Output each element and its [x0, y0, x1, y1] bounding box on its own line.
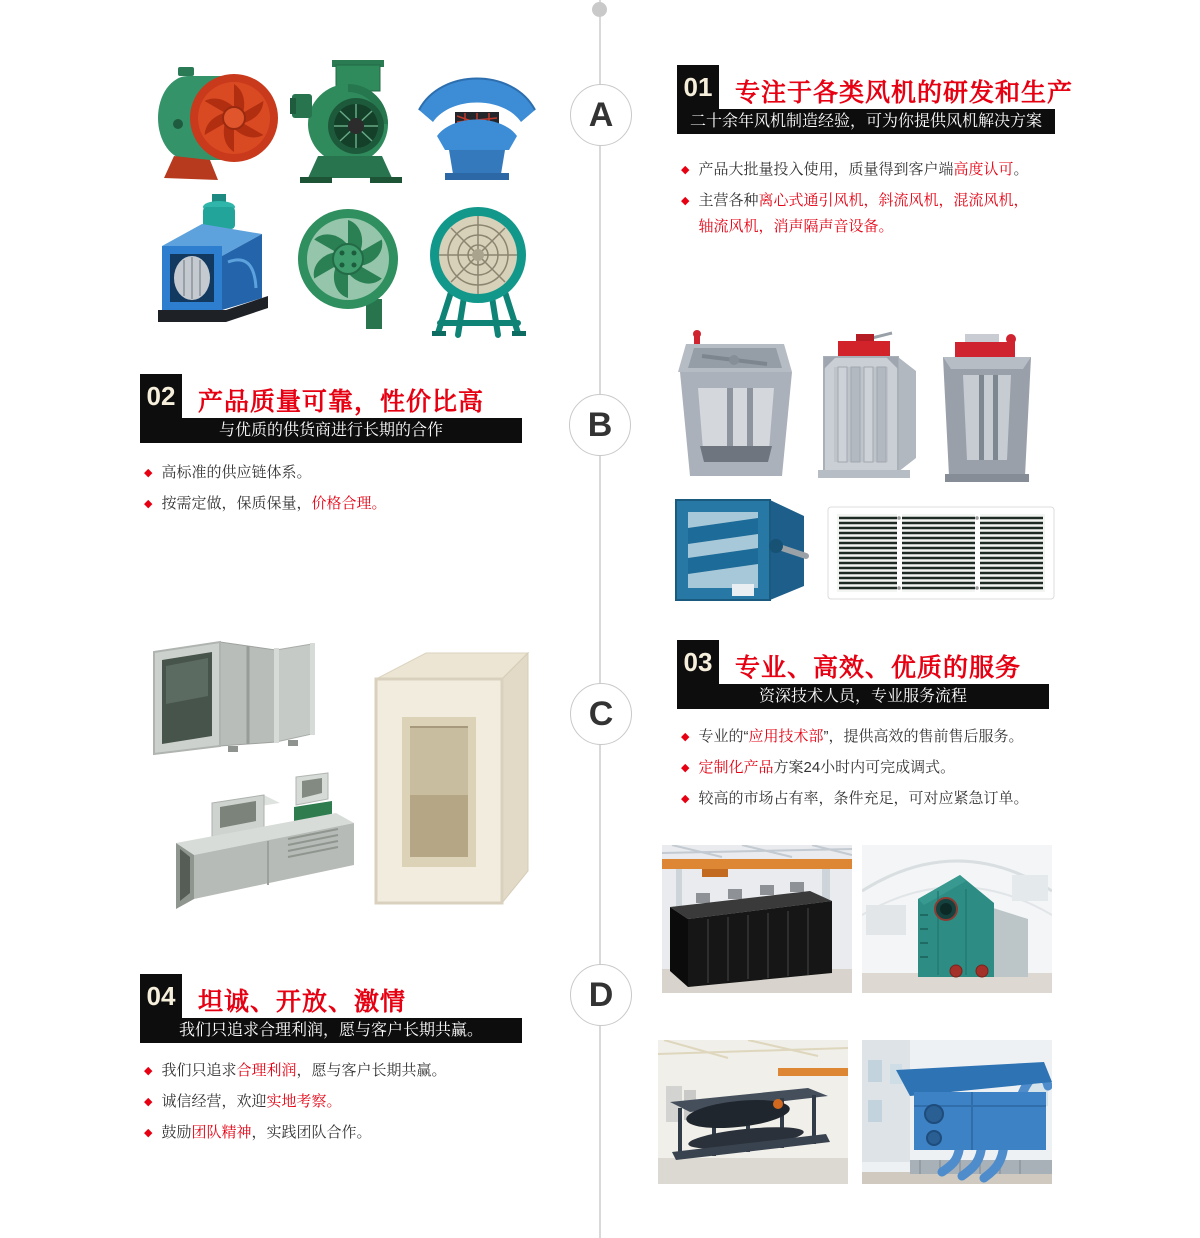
photo-damper-tall	[935, 330, 1040, 482]
timeline-letter: D	[588, 975, 614, 1014]
bullet-text: 专业的“应用技术部”，提供高效的售前售后服务。	[698, 728, 1024, 745]
section-subtitle: 资深技术人员，专业服务流程	[677, 684, 1049, 709]
diamond-bullet-icon: ◆	[681, 731, 690, 743]
bullet-text: 较高的市场占有率，条件充足，可对应紧急订单。	[698, 790, 1029, 807]
diamond-bullet-icon: ◆	[144, 498, 153, 510]
bullet-text: 我们只追求合理利润，愿与客户长期共赢。	[161, 1062, 447, 1079]
section-number: 02	[140, 374, 182, 418]
diamond-bullet-icon: ◆	[681, 195, 690, 207]
bullet-list	[681, 157, 1036, 245]
section-02-header	[140, 374, 580, 444]
timeline-letter: B	[587, 405, 613, 444]
photo-belt-press-workshop	[658, 1040, 848, 1184]
photo-damper-steel	[812, 330, 927, 482]
section-subtitle: 二十余年风机制造经验，可为你提供风机解决方案	[677, 109, 1055, 134]
section-number: 04	[140, 974, 182, 1018]
section-subtitle: 我们只追求合理利润，愿与客户长期共赢。	[140, 1018, 522, 1043]
section-01	[677, 65, 1157, 235]
section-title: 专注于各类风机的研发和生产	[735, 79, 1074, 107]
photo-stand-axial-fan	[418, 195, 533, 347]
photo-damper-blue	[672, 488, 812, 608]
photo-teal-machine-workshop	[862, 845, 1052, 993]
photo-roof-fan	[413, 60, 541, 182]
section-04	[140, 974, 580, 1141]
timeline-letter: C	[588, 694, 614, 733]
bullet-item	[681, 755, 1028, 781]
bullet-list	[681, 724, 1028, 817]
timeline-top-dot-icon	[592, 2, 607, 17]
diamond-bullet-icon: ◆	[144, 467, 153, 479]
bullet-item	[144, 491, 387, 517]
bullet-text: 高标准的供应链体系。	[161, 464, 312, 481]
section-subtitle: 与优质的供货商进行长期的合作	[140, 418, 522, 443]
bullet-list	[144, 1058, 447, 1151]
bullet-item	[144, 1089, 447, 1115]
photo-centrifugal-fan	[290, 56, 410, 186]
bullet-text: 鼓励团队精神，实践团队合作。	[161, 1124, 372, 1141]
bullet-list	[144, 460, 387, 522]
photo-duct-assembly	[168, 765, 364, 920]
section-04-header	[140, 974, 580, 1044]
bullet-text: 产品大批量投入使用，质量得到客户端高度认可。	[698, 161, 1029, 178]
diamond-bullet-icon: ◆	[144, 1065, 153, 1077]
bullet-text: 主营各种离心式通引风机，斜流风机，混流风机，轴流风机，消声隔声音设备。	[698, 192, 1029, 235]
bullet-text: 定制化产品方案24小时内可完成调式。	[698, 759, 956, 776]
timeline-circle-d	[570, 964, 632, 1026]
timeline-circle-a	[570, 84, 632, 146]
photo-cabinet-centrifugal-fan	[146, 190, 278, 348]
bullet-item	[144, 1120, 447, 1146]
section-number: 01	[677, 65, 719, 109]
bullet-item	[144, 460, 387, 486]
photo-axial-fan-front	[296, 195, 400, 345]
section-03-header	[677, 640, 1157, 710]
bullet-item	[681, 724, 1028, 750]
section-title: 坦诚、开放、激情	[198, 988, 407, 1016]
bullet-item	[144, 1058, 447, 1084]
timeline-circle-c	[570, 683, 632, 745]
bullet-text: 按需定做，保质保量，价格合理。	[161, 495, 387, 512]
photo-axial-fan-red	[148, 58, 280, 183]
diamond-bullet-icon: ◆	[681, 164, 690, 176]
section-title: 专业、高效、优质的服务	[735, 654, 1022, 682]
bullet-item	[681, 786, 1028, 812]
photo-damper-gray	[672, 328, 802, 483]
photo-galvanized-duct-sections	[148, 630, 320, 770]
diamond-bullet-icon: ◆	[681, 762, 690, 774]
bullet-text: 诚信经营，欢迎实地考察。	[161, 1093, 342, 1110]
photo-frp-duct	[362, 645, 544, 922]
diamond-bullet-icon: ◆	[144, 1096, 153, 1108]
timeline-letter: A	[588, 95, 614, 134]
timeline-line	[599, 0, 601, 1238]
diamond-bullet-icon: ◆	[681, 793, 690, 805]
section-03	[677, 640, 1157, 807]
bullet-item	[681, 188, 1036, 240]
photo-black-tank-workshop	[662, 845, 852, 993]
section-02	[140, 374, 580, 512]
photo-blue-flotation-machine	[862, 1040, 1052, 1184]
section-01-header	[677, 65, 1157, 135]
section-number: 03	[677, 640, 719, 684]
bullet-item	[681, 157, 1036, 183]
diamond-bullet-icon: ◆	[144, 1127, 153, 1139]
section-title: 产品质量可靠，性价比高	[198, 388, 485, 416]
photo-air-grille	[827, 506, 1055, 600]
timeline-circle-b	[569, 394, 631, 456]
